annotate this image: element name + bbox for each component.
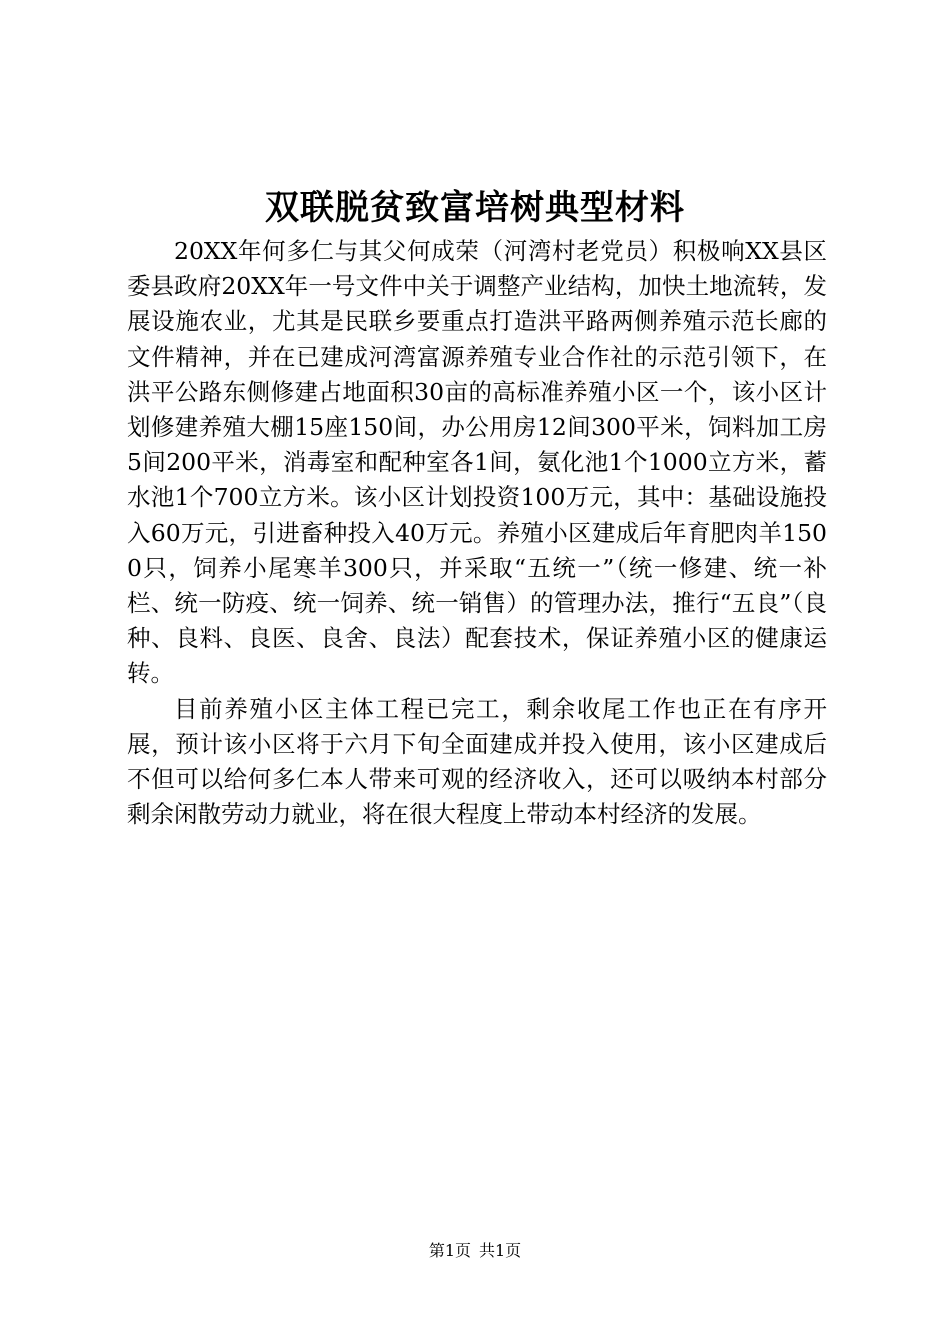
page-footer xyxy=(0,1240,950,1262)
page-number: 第1页 xyxy=(428,1241,471,1260)
document-title: 双联脱贫致富培树典型材料 xyxy=(265,188,685,228)
document-body xyxy=(127,234,827,832)
paragraph-1: 20XX年何多仁与其父何成荣（河湾村老党员）积极响XX县区委县政府20XX年一号文件中关于调整产业结构，加快土地流转，发展设施农业，尤其是民联乡要重点打造洪平路两侧养殖示范长廊的文件精神，并在已建成河湾富源养殖专业合作社的示范引领下，在洪平公路东侧修建占地面积30亩的高标准养殖小区一个，该小区计划修建养殖大棚15座150间，办公用房12间300平米，饲料加工房5间200平米，消毒室和配种室各1间，氨化池1个1000立方米，蓄水池1个700立方米。该小区计划投资100万元，其中：基础设施投入60万元，引进畜种投入40万元。养殖小区建成后年育肥肉羊1500只，饲养小尾寒羊300只，并采取“五统一”（统一修建、统一补栏、统一防疫、统一饲养、统一销售）的管理办法，推行“五良”（良种、良料、良医、良舍、良法）配套技术，保证养殖小区的健康运转。 xyxy=(127,237,827,688)
page-total: 共1页 xyxy=(479,1241,522,1260)
paragraph-2: 目前养殖小区主体工程已完工，剩余收尾工作也正在有序开展，预计该小区将于六月下旬全面建成并投入使用，该小区建成后不但可以给何多仁本人带来可观的经济收入，还可以吸纳本村部分剩余闲散劳动力就业，将在很大程度上带动本村经济的发展。 xyxy=(127,694,827,829)
